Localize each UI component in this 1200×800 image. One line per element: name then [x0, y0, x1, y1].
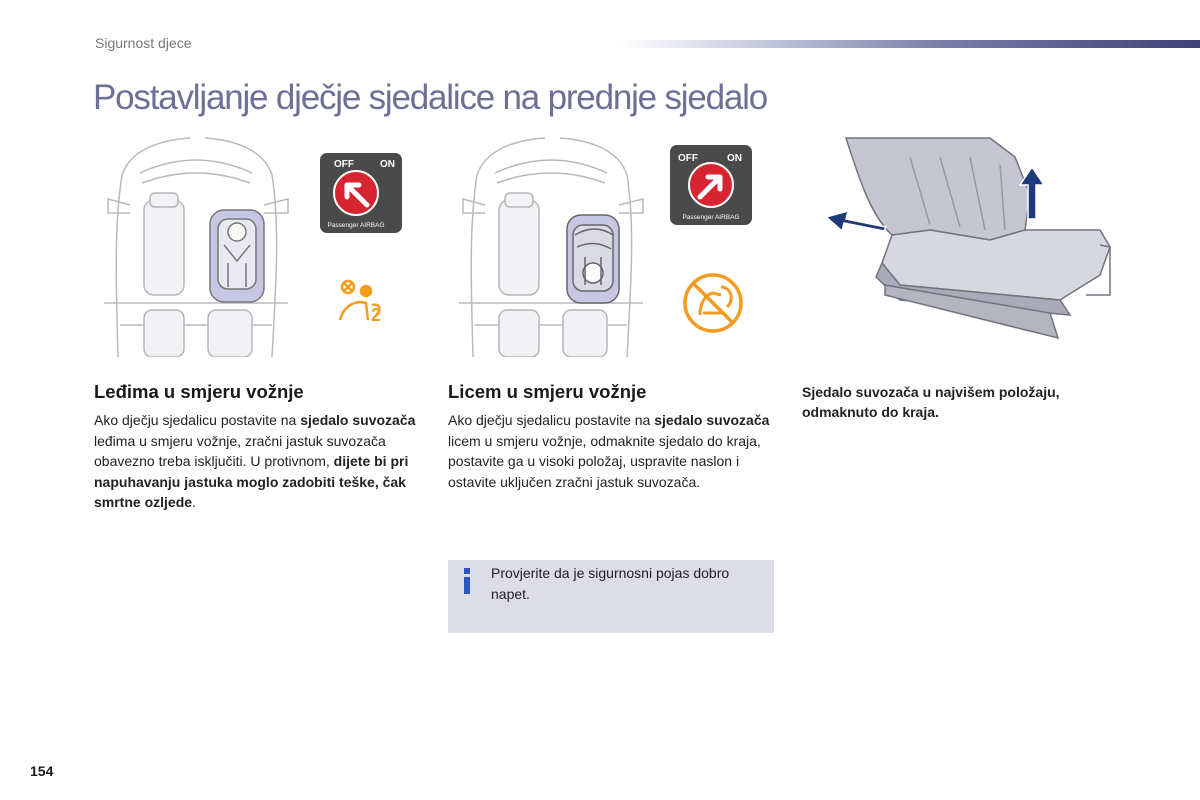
airbag-deactivated-warning-icon: [340, 281, 381, 325]
child-seat-forward-facing: [567, 215, 619, 303]
passenger-seat-illustration: [810, 135, 1120, 350]
header-bar: [620, 40, 1200, 48]
section-label: Sigurnost djece: [95, 35, 192, 51]
svg-text:ON: ON: [380, 159, 395, 170]
info-text: Provjerite da je sigurnosni pojas dobro napet.: [491, 565, 730, 602]
info-note: [448, 560, 774, 633]
svg-text:OFF: OFF: [678, 153, 698, 164]
svg-text:Passenger AIRBAG: Passenger AIRBAG: [682, 214, 740, 221]
rear-facing-illustration: [100, 135, 420, 357]
forward-facing-text: Ako dječju sjedalicu postavite na sjedalo suvozača licem u smjeru vožnje, odmaknite sjedalo do kraja, postavite ga u visoki položaj, uspravite naslon i ostavite uključen zračni jastuk suvozača.: [448, 412, 770, 490]
rear-facing-heading: Leđima u smjeru vožnje: [94, 381, 304, 402]
seat-position-caption: Sjedalo suvozača u najvišem položaju, odmaknuto do kraja.: [802, 384, 1060, 420]
page-title: Postavljanje dječje sjedalice na prednje sjedalo: [93, 78, 767, 117]
child-seat-rear-facing: [210, 210, 264, 302]
svg-text:ON: ON: [727, 153, 742, 164]
airbag-on-switch-icon: [670, 145, 752, 225]
no-rear-facing-seat-warning-icon: [685, 275, 741, 331]
airbag-off-switch-icon: [320, 153, 402, 233]
page-number: 154: [30, 763, 54, 779]
info-icon: [461, 568, 473, 594]
svg-text:2: 2: [371, 305, 382, 325]
forward-facing-heading: Licem u smjeru vožnje: [448, 381, 647, 402]
rear-facing-text: Ako dječju sjedalicu postavite na sjedalo suvozača leđima u smjeru vožnje, zračni jastuk suvozača obavezno treba isključiti. U protivnom, dijete bi pri napuhavanju jastuka moglo zadobiti teške, čak smrtne ozljede.: [94, 412, 416, 510]
svg-text:Passenger AIRBAG: Passenger AIRBAG: [327, 222, 385, 229]
svg-text:OFF: OFF: [334, 159, 354, 170]
forward-facing-illustration: [455, 135, 775, 357]
